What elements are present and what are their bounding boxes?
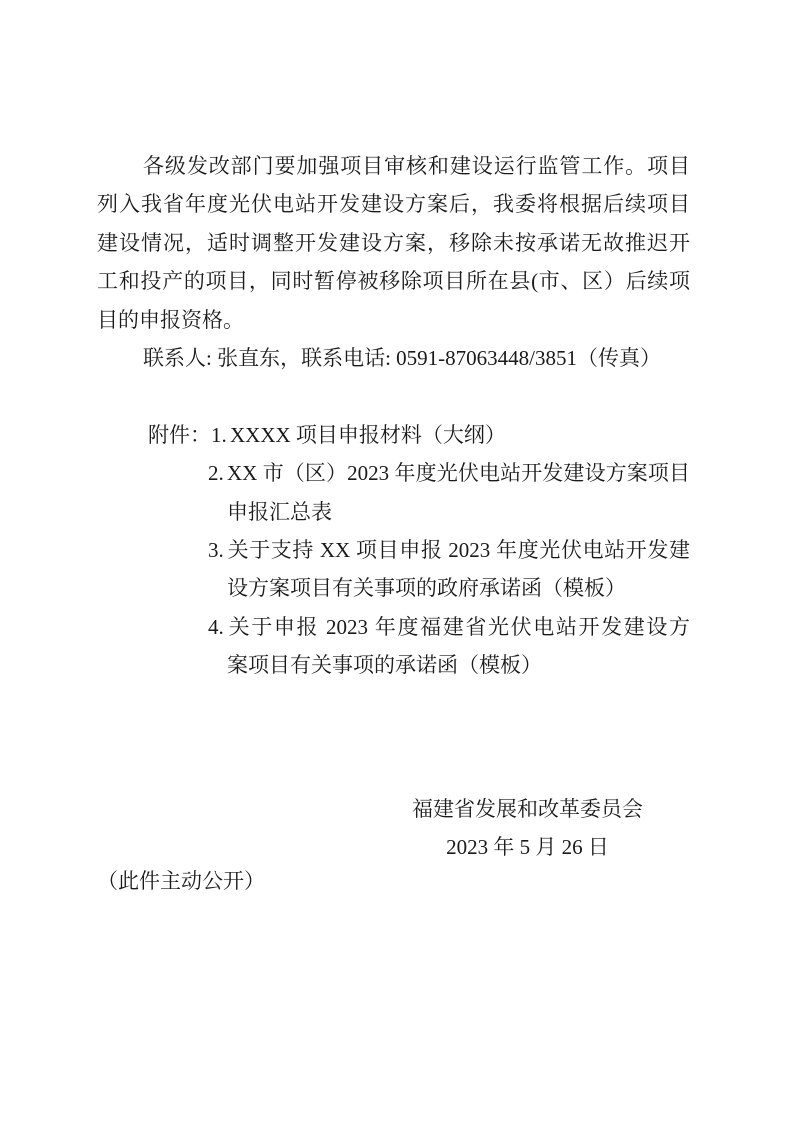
agency-name: 福建省发展和改革委员会: [412, 796, 643, 821]
attachment-item-number: 2.: [208, 461, 224, 486]
attachment-line: [97, 454, 690, 492]
attachment-line: [97, 569, 690, 607]
paragraph-line: 建设情况，适时调整开发建设方案，移除未按承诺无故推迟开: [97, 230, 690, 255]
attachment-line: [97, 493, 690, 531]
signature-block: [412, 790, 643, 867]
attachment-item-text: XX 市（区）2023 年度光伏电站开发建设方案项目: [227, 461, 690, 486]
body-paragraph: [97, 147, 690, 339]
attachment-item-number: 3.: [208, 538, 224, 563]
attachments-label: 附件：: [148, 422, 211, 447]
attachment-item-text: 案项目有关事项的承诺函（模板）: [227, 653, 542, 678]
attachment-line: [97, 608, 690, 646]
attachment-item-text: XXXX 项目申报材料（大纲）: [230, 422, 506, 447]
attachment-line: [97, 416, 690, 454]
document-content: [97, 147, 690, 901]
paragraph-line: 目的申报资格。: [97, 307, 244, 332]
attachment-item-number: 4.: [208, 614, 224, 639]
attachment-item-number: 1.: [211, 422, 227, 447]
vertical-spacer: [97, 685, 690, 790]
paragraph-line: 各级发改部门要加强项目审核和建设运行监管工作。项目: [143, 154, 690, 178]
signature-date: 2023 年 5 月 26 日: [446, 835, 609, 860]
attachment-line: [97, 646, 690, 684]
attachment-item-text: 设方案项目有关事项的政府承诺函（模板）: [227, 576, 626, 601]
attachment-item-text: 申报汇总表: [227, 499, 332, 524]
attachment-item-text: 关于支持 XX 项目申报 2023 年度光伏电站开发建: [227, 538, 690, 563]
attachments-section: [97, 416, 690, 685]
attachment-line: [97, 531, 690, 569]
contact-line: 联系人: 张直东，联系电话: 0591-87063448/3851（传真）: [143, 346, 661, 371]
attachment-item-text: 关于申报 2023 年度福建省光伏电站开发建设方: [227, 614, 690, 639]
vertical-spacer: [97, 377, 690, 415]
disclosure-note: （此件主动公开）: [97, 869, 265, 894]
paragraph-line: 列入我省年度光伏电站开发建设方案后，我委将根据后续项目: [97, 192, 690, 217]
paragraph-line: 工和投产的项目，同时暂停被移除项目所在县(市、区）后续项: [97, 269, 690, 294]
